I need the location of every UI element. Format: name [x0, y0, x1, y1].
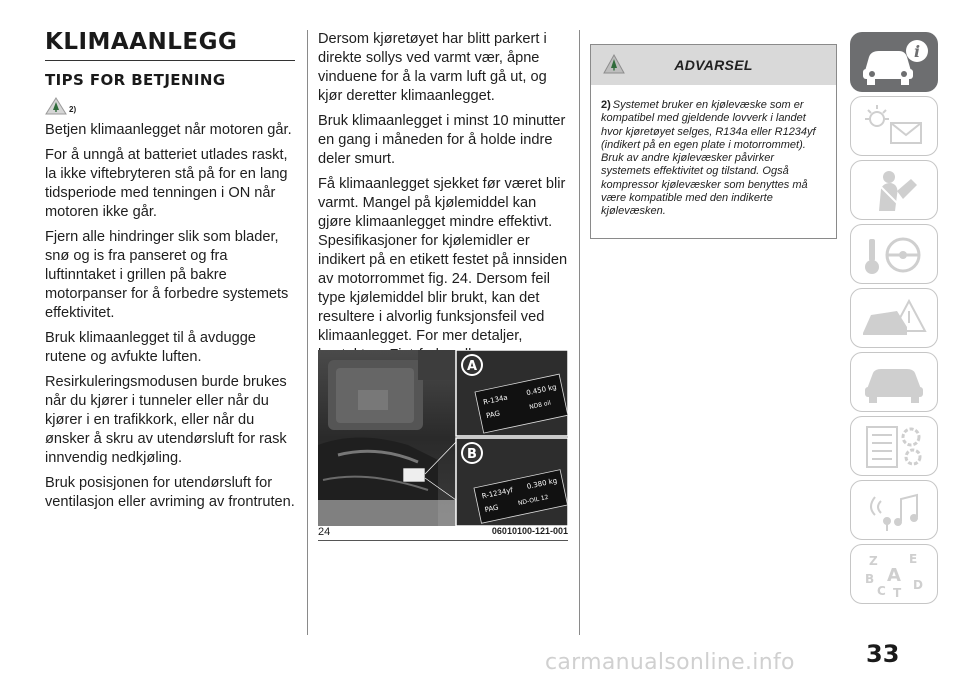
figure-number: 24 [318, 526, 331, 538]
tab-index[interactable] [850, 544, 938, 604]
tab-technical-data[interactable] [850, 416, 938, 476]
svg-text:i: i [913, 42, 921, 61]
tab-maintenance[interactable] [850, 352, 938, 412]
safety-seatbelt-icon [857, 165, 931, 215]
svg-text:D: D [913, 578, 923, 592]
figure-rule [318, 540, 568, 541]
label-a-line1-value: 0.450 kg [525, 383, 558, 398]
key-steering-wheel-icon [857, 229, 931, 279]
warning-title: ADVARSEL [674, 57, 753, 73]
dashboard-lights-icon [857, 101, 931, 151]
paragraph: Resirkuleringsmodusen burde brukes når du kjører i tunneler eller når du kjører i en trafikkork, eller når du ønsker å skru av utendørsluft for rask innvendig nedkjøling. [45, 374, 287, 466]
technical-data-icon [857, 421, 931, 471]
emergency-warning-icon [857, 293, 931, 343]
chapter-sidebar [850, 32, 940, 608]
label-a-line1-name: R-134a [482, 393, 509, 407]
paragraph: Bruk klimaanlegget til å avdugge rutene og avfukte luften. [45, 330, 256, 365]
title-rule [45, 60, 295, 61]
tab-starting-driving[interactable] [850, 224, 938, 284]
figure-caption [318, 526, 568, 538]
paragraph: Betjen klimaanlegget når motoren går. [45, 122, 292, 138]
car-info-icon [857, 37, 931, 87]
section-title: KLIMAANLEGG [45, 29, 238, 55]
tab-emergency[interactable] [850, 288, 938, 348]
warning-box [590, 44, 837, 239]
warning-content [591, 85, 836, 219]
callout-a: A [466, 359, 478, 374]
label-b-line2-value: ND-OIL 12 [517, 493, 550, 508]
tab-car-info[interactable] [850, 32, 938, 92]
svg-text:T: T [893, 586, 902, 599]
engine-bay-photo [318, 350, 568, 526]
watermark: carmanualsonline.info [545, 650, 795, 675]
label-b-line2-name: PAG [484, 503, 500, 515]
paragraph: Bruk klimaanlegget i minst 10 minutter en gang i måneden for å holde indre deler smurt. [318, 113, 566, 167]
warning-text: Systemet bruker en kjølevæske som er kompatibel med gjeldende lovverk i landet hvor kjøretøyet selges, R134a eller R1234yf (indikert på en egen plate i motorrommet). Bruk av andre kjølevæsker påvirker systemets effektivitet og tilstand. Også kompressor kjølevæsker som benyttes må være kompatible med den indikerte kjølevæsken. [601, 99, 816, 218]
paragraph: Få klimaanlegget sjekket før været blir varmt. Mangel på kjølemiddel kan gjøre klimaanlegget mindre effektivt. Spesifikasjoner for kjølemidler er indikert på en etikett festet på innsiden av motorrommet fig. 24. Dersom feil type kjølemiddel blir brukt, kan det resultere i alvorlig funksjonsfeil ved klimaanlegget. For mer detaljer, [318, 176, 568, 344]
tab-dashboard-lights[interactable] [850, 96, 938, 156]
column-2-text [318, 30, 570, 365]
label-a-line2-name: PAG [485, 409, 501, 421]
svg-text:C: C [877, 584, 886, 598]
alphabetical-index-icon [857, 549, 931, 599]
multimedia-icon [857, 485, 931, 535]
label-b-line1-name: R-1234yf [481, 486, 514, 501]
column-divider [307, 30, 308, 635]
warning-ref-number: 2) [69, 105, 77, 114]
column-1-text [45, 121, 295, 512]
figure-24 [318, 350, 568, 540]
tab-safety[interactable] [850, 160, 938, 220]
paragraph: Dersom kjøretøyet har blitt parkert i direkte sollys ved varmt vær, åpne vinduene for å la varm luft gå ut, og kjør deretter klimaanlegget. [318, 31, 547, 104]
svg-text:B: B [865, 572, 875, 586]
figure-code: 06010100-121-001 [491, 526, 568, 536]
svg-text:Z: Z [869, 554, 878, 568]
label-a-line2-value: ND8 oil [528, 399, 552, 411]
car-maintenance-icon [857, 357, 931, 407]
svg-text:A: A [887, 565, 901, 586]
tab-multimedia[interactable] [850, 480, 938, 540]
warning-triangle-icon [603, 54, 625, 74]
column-1 [45, 30, 295, 518]
warning-number: 2) [601, 99, 611, 111]
paragraph: Bruk posisjonen for utendørsluft for ventilasjon eller avriming av frontruten. [45, 475, 295, 510]
warning-triangle-icon [45, 97, 67, 115]
svg-text:E: E [909, 552, 918, 566]
column-2 [318, 30, 570, 371]
column-divider [579, 30, 580, 635]
label-b-line1-value: 0.380 kg [526, 476, 558, 491]
section-subtitle: TIPS FOR BETJENING [45, 71, 226, 89]
page-number: 33 [866, 640, 900, 668]
paragraph: For å unngå at batteriet utlades raskt, la ikke viftebryteren stå på for en lang tidsperiode med tenningen i ON når motoren ikke går. [45, 147, 288, 220]
warning-reference[interactable] [45, 95, 295, 115]
warning-header [591, 45, 836, 85]
paragraph: Fjern alle hindringer slik som blader, snø og is fra panseret og fra luftinntaket i grillen på bakre motorpanser for å forbedre systemets effektivitet. [45, 229, 289, 321]
callout-b: B [467, 447, 477, 462]
